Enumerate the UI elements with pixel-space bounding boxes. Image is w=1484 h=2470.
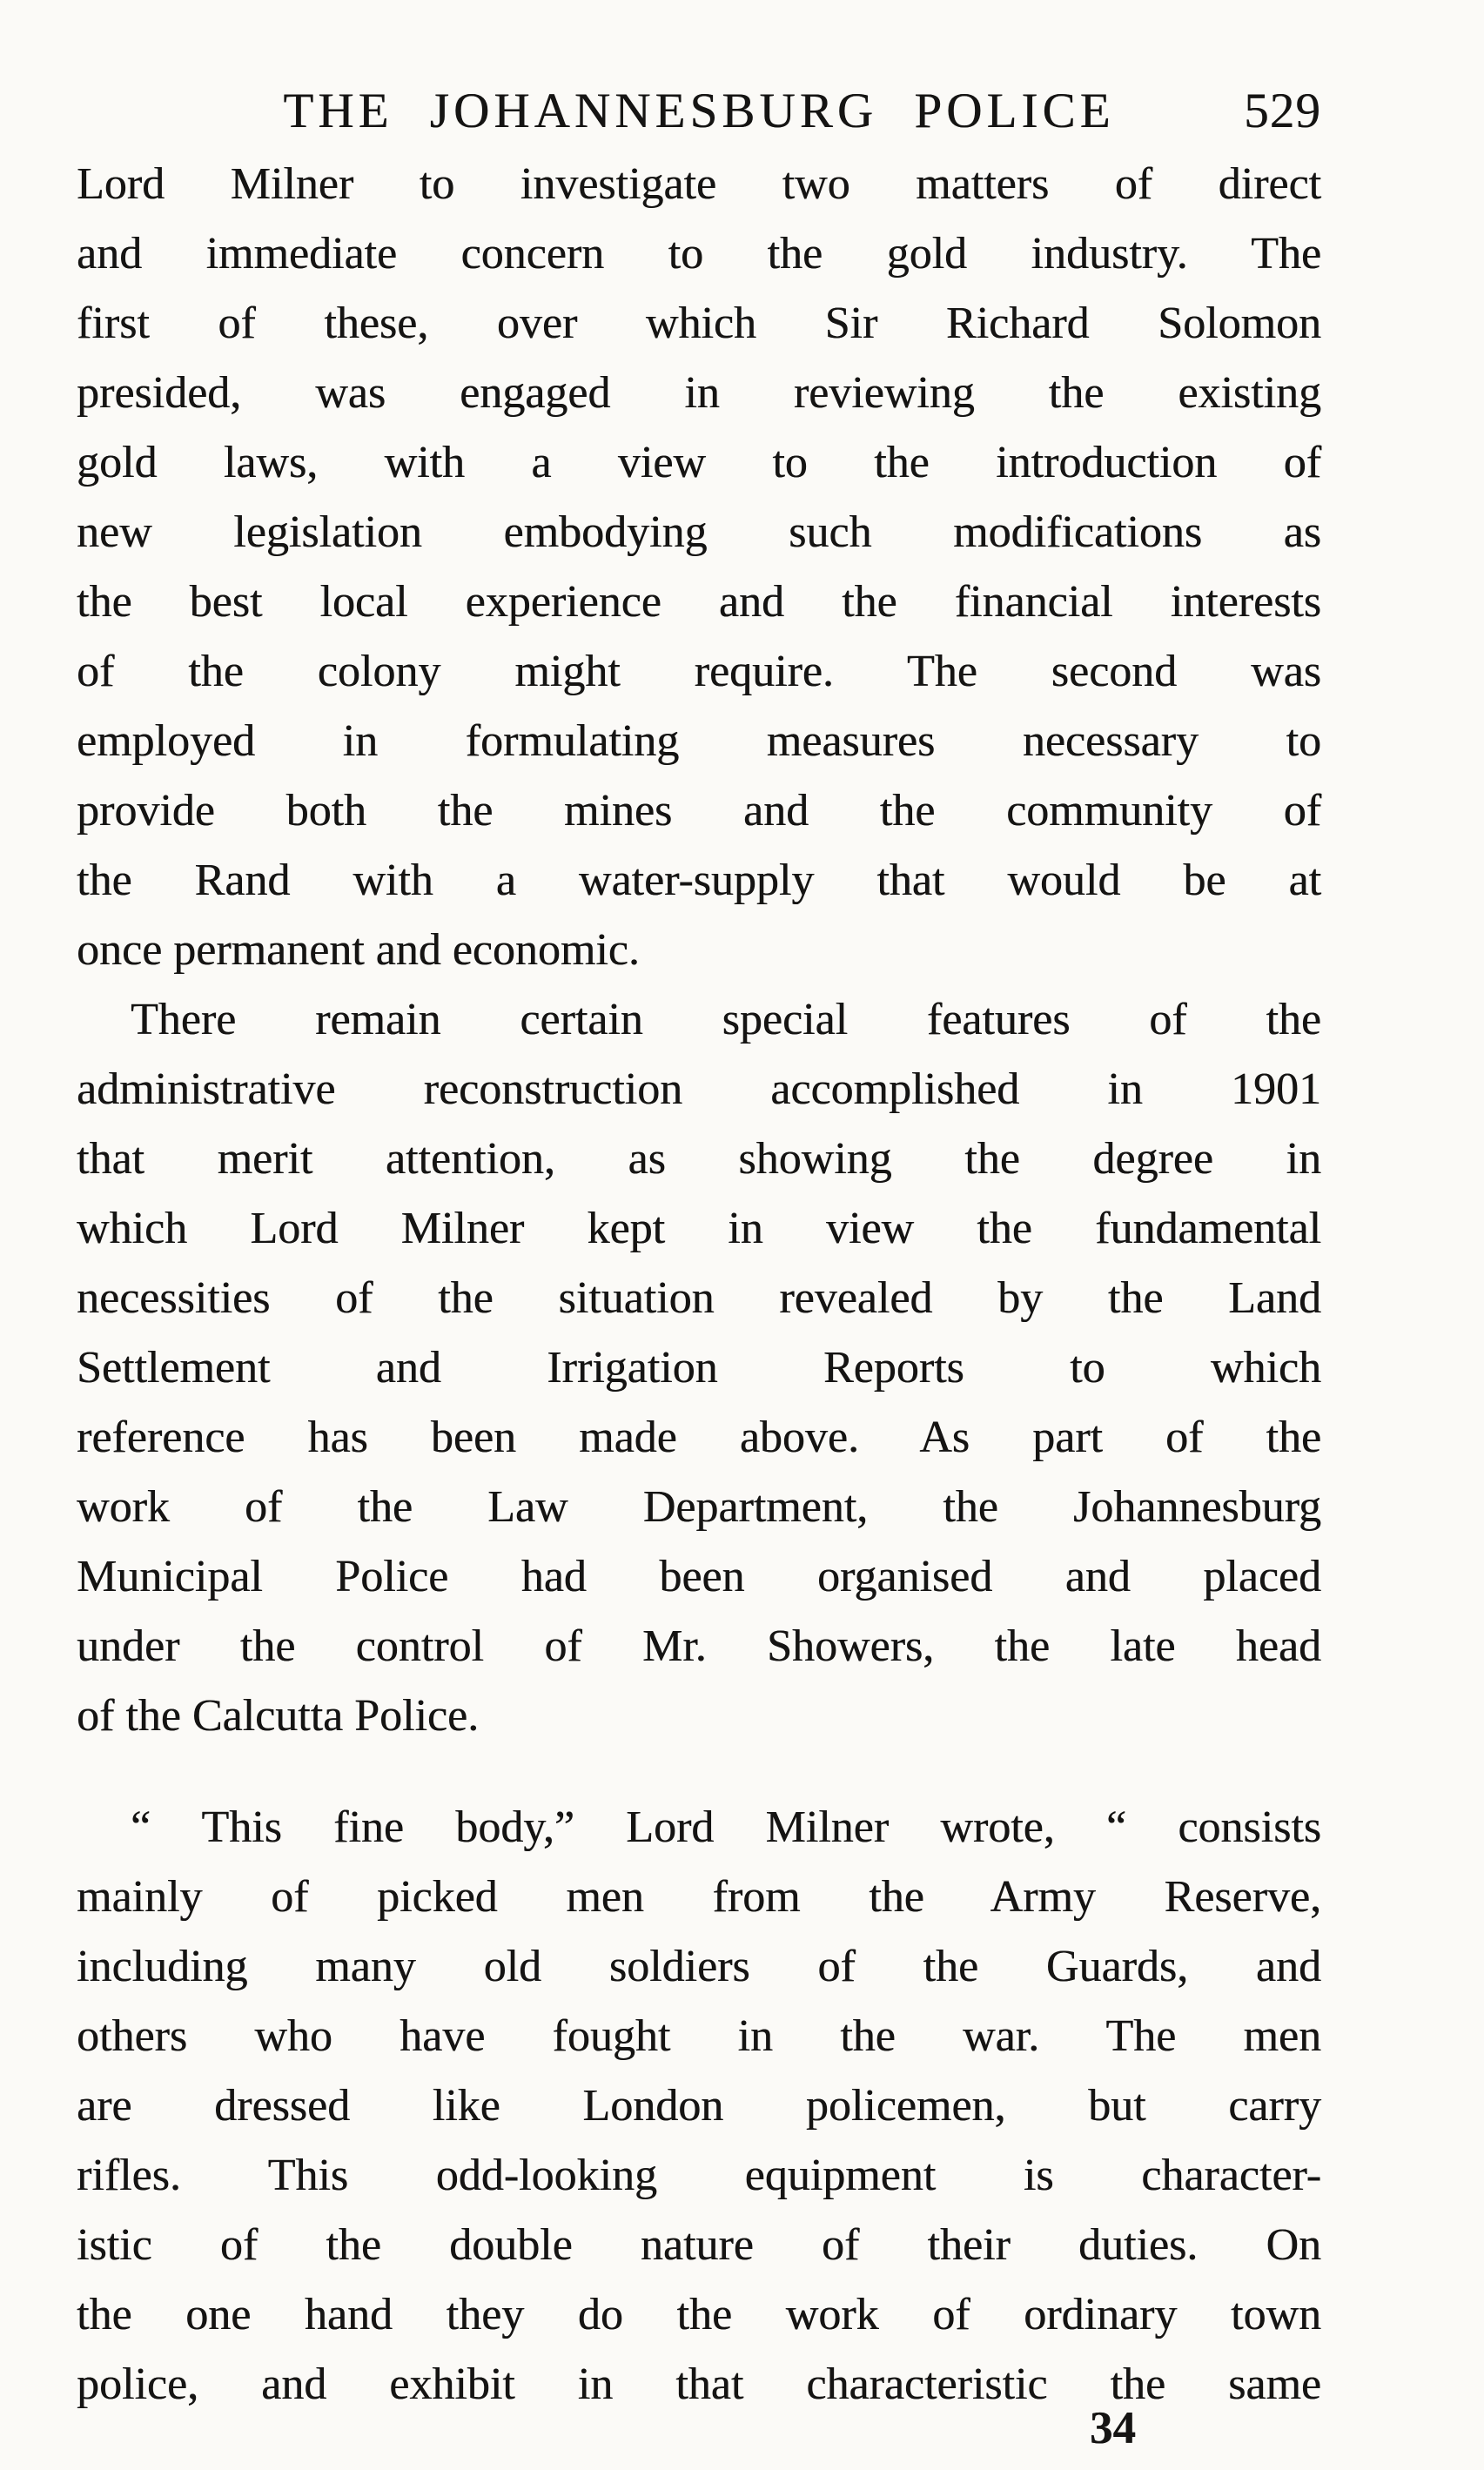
text-line: necessities of the situation revealed by the Land xyxy=(77,1273,1321,1323)
signature-mark: 34 xyxy=(1090,2403,1136,2453)
text-line: provide both the mines and the community of xyxy=(77,786,1321,836)
text-line: new legislation embodying such modifications as xyxy=(77,507,1321,557)
text-line: Municipal Police had been organised and placed xyxy=(77,1552,1321,1601)
paragraph xyxy=(77,150,1321,985)
text-line: police, and exhibit in that characteristic the same xyxy=(77,2359,1321,2409)
text-line: rifles. This odd-looking equipment is character- xyxy=(77,2151,1321,2200)
text-line: are dressed like London policemen, but carry xyxy=(77,2081,1321,2131)
text-line: istic of the double nature of their duties. On xyxy=(77,2220,1321,2270)
text-line: the Rand with a water-supply that would be at xyxy=(77,856,1321,905)
running-title: THE JOHANNESBURG POLICE xyxy=(283,84,1115,138)
paragraph xyxy=(77,985,1321,1751)
text-line: which Lord Milner kept in view the fundamental xyxy=(77,1204,1321,1253)
text-line: Lord Milner to investigate two matters of direct xyxy=(77,159,1321,209)
text-line: under the control of Mr. Showers, the late head xyxy=(77,1621,1321,1671)
text-line: the best local experience and the financial interests xyxy=(77,577,1321,627)
paragraph xyxy=(77,1793,1321,2420)
text-line: of the Calcutta Police. xyxy=(77,1691,480,1741)
text-line: others who have fought in the war. The men xyxy=(77,2011,1321,2061)
running-header xyxy=(77,80,1321,143)
text-line: the one hand they do the work of ordinary town xyxy=(77,2290,1321,2339)
folio-page-number: 529 xyxy=(1244,84,1321,138)
text-line: employed in formulating measures necessary to xyxy=(77,716,1321,766)
text-line: reference has been made above. As part of the xyxy=(77,1413,1321,1462)
text-line: “ This fine body,” Lord Milner wrote, “ consists xyxy=(131,1802,1321,1852)
text-line: gold laws, with a view to the introduction of xyxy=(77,438,1321,487)
text-line: first of these, over which Sir Richard Solomon xyxy=(77,299,1321,348)
text-line: mainly of picked men from the Army Reserve, xyxy=(77,1872,1321,1922)
text-line: There remain certain special features of the xyxy=(131,995,1321,1044)
text-line: work of the Law Department, the Johannesburg xyxy=(77,1482,1321,1532)
text-line: of the colony might require. The second was xyxy=(77,647,1321,696)
text-line: once permanent and economic. xyxy=(77,925,640,975)
text-line: administrative reconstruction accomplished in 1901 xyxy=(77,1064,1321,1114)
text-line: that merit attention, as showing the degree in xyxy=(77,1134,1321,1184)
text-line: presided, was engaged in reviewing the existing xyxy=(77,368,1321,418)
text-block xyxy=(77,150,1321,2420)
text-line: and immediate concern to the gold industry. The xyxy=(77,229,1321,279)
text-line: including many old soldiers of the Guards, and xyxy=(77,1942,1321,1991)
text-line: Settlement and Irrigation Reports to which xyxy=(77,1343,1321,1393)
